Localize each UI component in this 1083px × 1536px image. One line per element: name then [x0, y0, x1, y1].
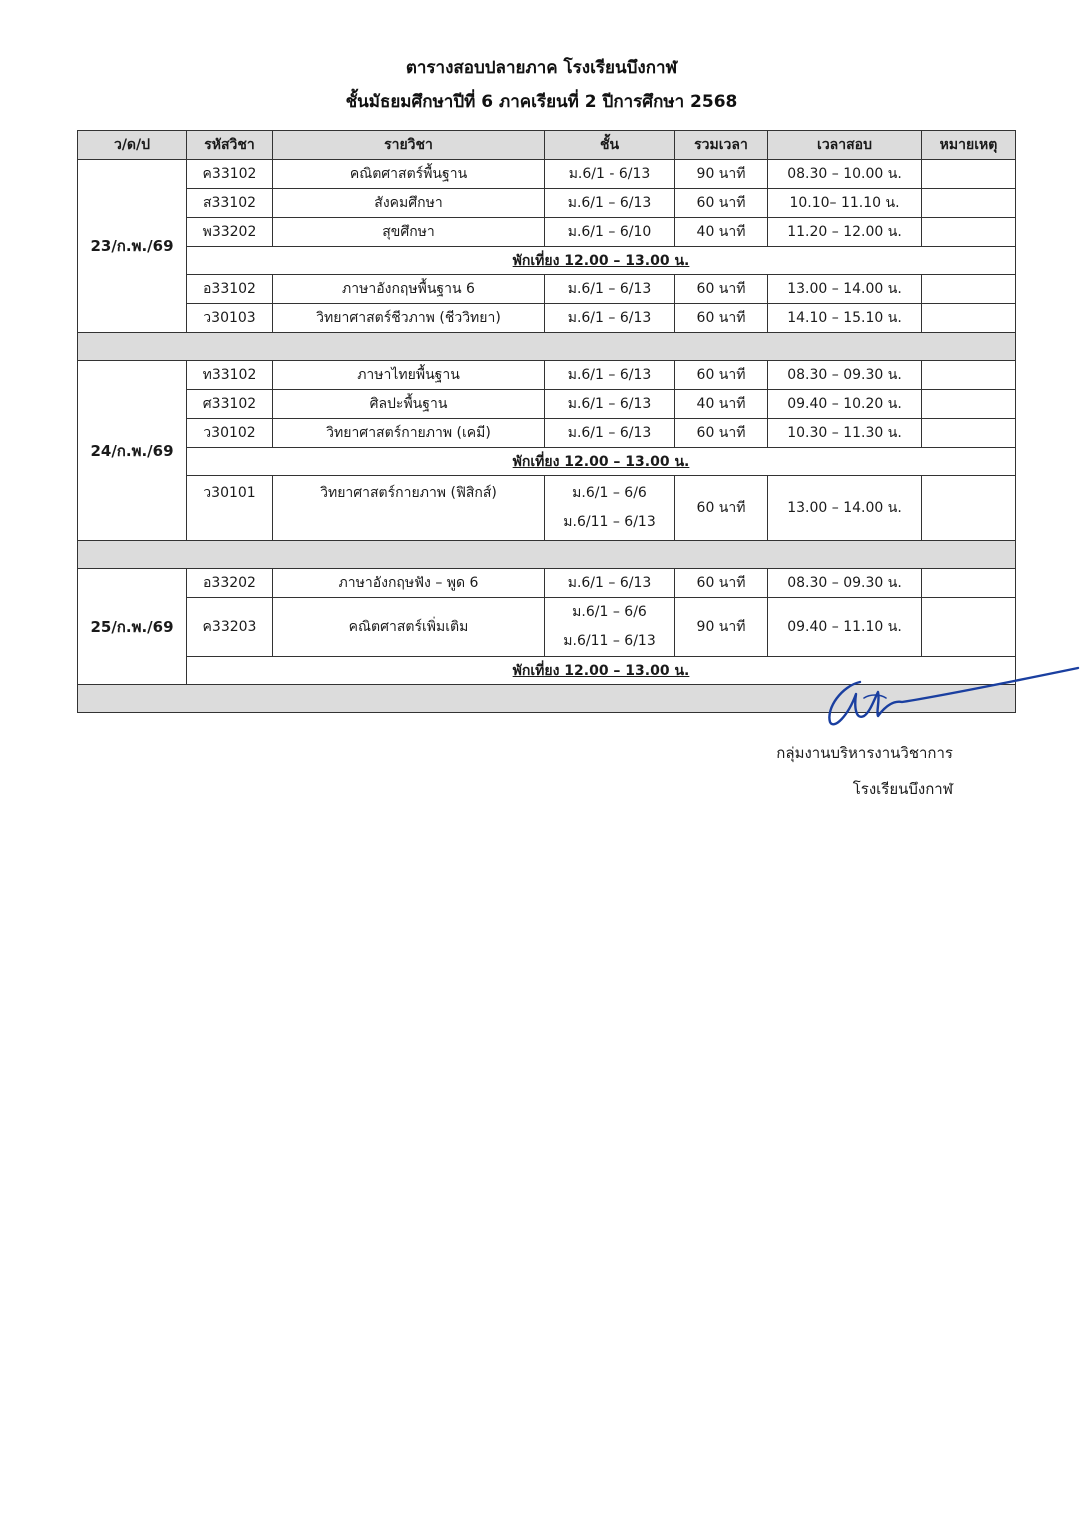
- exam-date: 23/ก.พ./69: [78, 160, 187, 333]
- exam-time: 10.30 – 11.30 น.: [768, 419, 922, 448]
- duration: 60 นาที: [675, 275, 768, 304]
- duration: 60 นาที: [675, 419, 768, 448]
- subject-code: ศ33102: [187, 390, 273, 419]
- subject-name: วิทยาศาสตร์กายภาพ (เคมี): [273, 419, 545, 448]
- signature: [820, 664, 1080, 734]
- note: [922, 160, 1016, 189]
- subject-code: ว30101: [187, 476, 273, 541]
- subject-code: ส33102: [187, 189, 273, 218]
- class-range: ม.6/1 – 6/13: [545, 304, 675, 333]
- duration: 60 นาที: [675, 189, 768, 218]
- day-separator-row: [78, 333, 1016, 361]
- day-separator-row: [78, 541, 1016, 569]
- table-row: [78, 598, 1016, 657]
- duration: 90 นาที: [675, 598, 768, 657]
- subject-code: ท33102: [187, 361, 273, 390]
- class-range: ม.6/1 - 6/13: [545, 160, 675, 189]
- subject-code: ค33203: [187, 598, 273, 657]
- lunch-break-row: [78, 448, 1016, 476]
- note: [922, 218, 1016, 247]
- table-header-row: [78, 131, 1016, 160]
- class-range: ม.6/1 – 6/13: [545, 189, 675, 218]
- class-range: ม.6/1 – 6/13: [545, 361, 675, 390]
- lunch-break-label: พักเที่ยง 12.00 – 13.00 น.: [187, 247, 1016, 275]
- class-range-part: ม.6/11 – 6/13: [563, 514, 656, 530]
- subject-code: ค33102: [187, 160, 273, 189]
- note: [922, 304, 1016, 333]
- duration: 40 นาที: [675, 218, 768, 247]
- header-class: ชั้น: [545, 131, 675, 160]
- header-exam-time: เวลาสอบ: [768, 131, 922, 160]
- subject-name: คณิตศาสตร์เพิ่มเติม: [273, 598, 545, 657]
- exam-date: 24/ก.พ./69: [78, 361, 187, 541]
- exam-schedule-table: [77, 130, 1016, 713]
- subject-code: อ33102: [187, 275, 273, 304]
- table-row: [78, 361, 1016, 390]
- exam-date: 25/ก.พ./69: [78, 569, 187, 685]
- duration: 60 นาที: [675, 361, 768, 390]
- table-row: [78, 476, 1016, 541]
- note: [922, 390, 1016, 419]
- lunch-break-row: [78, 247, 1016, 275]
- duration: 60 นาที: [675, 569, 768, 598]
- lunch-break-label: พักเที่ยง 12.00 – 13.00 น.: [187, 448, 1016, 476]
- note: [922, 569, 1016, 598]
- subject-name: สุขศึกษา: [273, 218, 545, 247]
- subject-name: ภาษาอังกฤษฟัง – พูด 6: [273, 569, 545, 598]
- note: [922, 189, 1016, 218]
- document-title: ตารางสอบปลายภาค โรงเรียนบึงกาฬ: [405, 58, 678, 78]
- footer-department: กลุ่มงานบริหารงานวิชาการ: [776, 744, 953, 762]
- class-range: ม.6/1 – 6/10: [545, 218, 675, 247]
- note: [922, 476, 1016, 541]
- header-subject: รายวิชา: [273, 131, 545, 160]
- class-range-part: ม.6/1 – 6/6: [572, 485, 647, 501]
- exam-time: 08.30 – 09.30 น.: [768, 361, 922, 390]
- class-range-part: ม.6/11 – 6/13: [563, 633, 656, 649]
- duration: 40 นาที: [675, 390, 768, 419]
- duration: 60 นาที: [675, 476, 768, 541]
- class-range: ม.6/1 – 6/13: [545, 390, 675, 419]
- exam-time: 11.20 – 12.00 น.: [768, 218, 922, 247]
- table-row: [78, 419, 1016, 448]
- table-row: [78, 189, 1016, 218]
- header-note: หมายเหตุ: [922, 131, 1016, 160]
- exam-time: 13.00 – 14.00 น.: [768, 275, 922, 304]
- header-duration: รวมเวลา: [675, 131, 768, 160]
- class-range: ม.6/1 – 6/13: [545, 569, 675, 598]
- subject-code: ว30103: [187, 304, 273, 333]
- table-row: [78, 569, 1016, 598]
- day-separator: [78, 333, 1016, 361]
- table-row: [78, 275, 1016, 304]
- class-range: [545, 598, 675, 657]
- class-range-part: ม.6/1 – 6/6: [572, 604, 647, 620]
- exam-time: 13.00 – 14.00 น.: [768, 476, 922, 541]
- exam-time: 09.40 – 10.20 น.: [768, 390, 922, 419]
- subject-code: อ33202: [187, 569, 273, 598]
- document-subtitle: ชั้นมัธยมศึกษาปีที่ 6 ภาคเรียนที่ 2 ปีการศึกษา 2568: [345, 92, 738, 112]
- subject-name: ภาษาอังกฤษพื้นฐาน 6: [273, 275, 545, 304]
- class-range: [545, 476, 675, 541]
- subject-name: คณิตศาสตร์พื้นฐาน: [273, 160, 545, 189]
- subject-code: ว30102: [187, 419, 273, 448]
- note: [922, 419, 1016, 448]
- subject-code: พ33202: [187, 218, 273, 247]
- subject-name: วิทยาศาสตร์กายภาพ (ฟิสิกส์): [273, 476, 545, 541]
- subject-name: สังคมศึกษา: [273, 189, 545, 218]
- exam-time: 10.10– 11.10 น.: [768, 189, 922, 218]
- subject-name: ศิลปะพื้นฐาน: [273, 390, 545, 419]
- class-range: ม.6/1 – 6/13: [545, 419, 675, 448]
- day-separator: [78, 541, 1016, 569]
- lunch-break-label: พักเที่ยง 12.00 – 13.00 น.: [187, 657, 1016, 685]
- note: [922, 361, 1016, 390]
- duration: 60 นาที: [675, 304, 768, 333]
- exam-time: 08.30 – 10.00 น.: [768, 160, 922, 189]
- table-row: [78, 304, 1016, 333]
- exam-time: 09.40 – 11.10 น.: [768, 598, 922, 657]
- table-row: [78, 390, 1016, 419]
- exam-time: 14.10 – 15.10 น.: [768, 304, 922, 333]
- exam-time: 08.30 – 09.30 น.: [768, 569, 922, 598]
- note: [922, 275, 1016, 304]
- footer-school: โรงเรียนบึงกาฬ: [852, 780, 953, 798]
- table-row: [78, 218, 1016, 247]
- note: [922, 598, 1016, 657]
- subject-name: วิทยาศาสตร์ชีวภาพ (ชีววิทยา): [273, 304, 545, 333]
- header-code: รหัสวิชา: [187, 131, 273, 160]
- duration: 90 นาที: [675, 160, 768, 189]
- subject-name: ภาษาไทยพื้นฐาน: [273, 361, 545, 390]
- header-date: ว/ด/ป: [78, 131, 187, 160]
- class-range: ม.6/1 – 6/13: [545, 275, 675, 304]
- table-row: [78, 160, 1016, 189]
